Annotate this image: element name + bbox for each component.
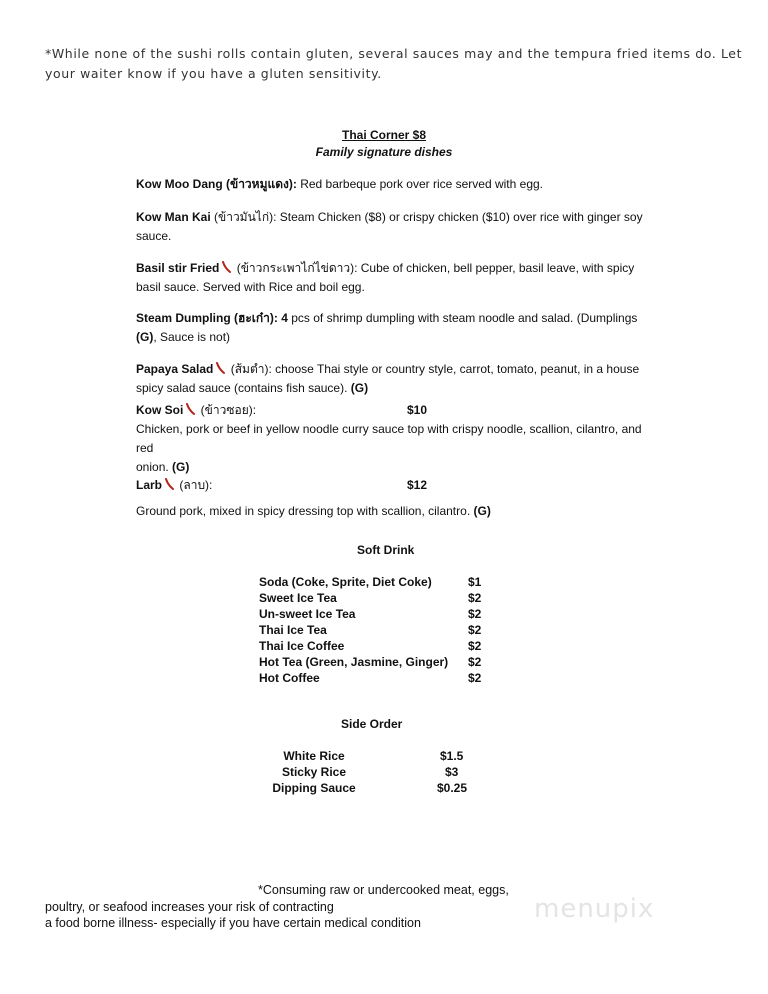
item-description: pcs of shrimp dumpling with steam noodle and salad. (Dumplings [291,311,638,325]
item-count: 4 [277,311,292,325]
item-description-cont: , Sauce is not) [153,330,231,344]
item-name: Papaya Salad [136,362,214,376]
menupix-watermark: menupix [534,894,655,924]
list-item [259,654,519,670]
side-price: $3 [445,765,459,779]
food-warning-line3: a food borne illness- especially if you have certain medical condition [45,916,421,930]
item-name: Kow Soi [136,403,184,417]
menu-item-basil-stir-fried [136,259,656,297]
thai-corner-subtitle: Family signature dishes [315,145,453,159]
side-price: $1.5 [440,749,464,763]
side-order-list [270,748,480,796]
drink-name: Soda (Coke, Sprite, Diet Coke) [259,575,432,589]
drink-name: Hot Coffee [259,671,320,685]
chili-spicy-icon [165,478,174,490]
menu-item-kow-man-kai [136,208,656,246]
item-description: Ground pork, mixed in spicy dressing top with scallion, cilantro. [136,504,474,518]
item-thai-name: (ข้าวกระเพาไก่ไข่ดาว): [233,261,361,275]
gluten-note [45,44,742,84]
item-price: $12 [407,478,428,492]
drink-name: Un-sweet Ice Tea [259,607,356,621]
soft-drink-list [259,574,519,686]
item-thai-name: (ข้าวมันไก่): [210,210,280,224]
item-name: Kow Moo Dang [136,177,223,191]
list-item [259,574,519,590]
item-thai-name: (ข้าวซอย): [197,403,257,417]
list-item [259,670,519,686]
menu-item-larb-description [136,502,656,521]
side-name: White Rice [283,749,345,763]
chili-spicy-icon [186,403,195,415]
item-name: Larb [136,478,163,492]
drink-price: $2 [468,591,482,605]
menu-item-papaya-salad [136,360,656,398]
list-item [259,638,519,654]
item-description-cont: sauce. [136,229,172,243]
item-name: Basil stir Fried [136,261,220,275]
drink-price: $2 [468,607,482,621]
side-name: Dipping Sauce [272,781,356,795]
gluten-tag: (G) [473,504,491,518]
item-thai-name: (ข้าวหมูแดง): [222,177,301,191]
side-name: Sticky Rice [281,765,347,779]
chili-spicy-icon [216,362,225,374]
item-description: Steam Chicken ($8) or crispy chicken ($10) over rice with ginger soy [279,210,643,224]
soft-drink-heading: Soft Drink [357,543,415,557]
side-price: $0.25 [437,781,468,795]
drink-name: Sweet Ice Tea [259,591,337,605]
side-order-heading: Side Order [341,717,403,731]
item-price: $10 [407,403,428,417]
list-item [259,606,519,622]
drink-name: Thai Ice Tea [259,623,327,637]
drink-price: $2 [468,623,482,637]
item-name: Kow Man Kai [136,210,211,224]
list-item [270,748,480,764]
item-description-cont: onion. [136,460,173,474]
gluten-tag: (G) [350,381,369,395]
list-item [259,590,519,606]
item-thai-name: (ส้มตำ): [227,362,276,376]
chili-spicy-icon [222,261,231,273]
drink-name: Hot Tea (Green, Jasmine, Ginger) [259,655,449,669]
gluten-tag: (G) [172,460,190,474]
item-description-cont: spicy salad sauce (contains fish sauce). [136,381,351,395]
food-warning-line2: poultry, or seafood increases your risk of contracting [45,900,334,914]
item-description: Red barbeque pork over rice served with egg. [300,177,544,191]
item-description: Cube of chicken, bell pepper, basil leave, with spicy [360,261,635,275]
menu-item-kow-soi [136,401,656,477]
item-description: choose Thai style or country style, carrot, tomato, peanut, in a house [275,362,640,376]
menu-item-kow-moo-dang [136,175,656,194]
food-warning-line1: *Consuming raw or undercooked meat, eggs, [258,883,509,897]
item-description: Chicken, pork or beef in yellow noodle curry sauce top with crispy noodle, scallion, cilantro, and red [136,422,642,455]
list-item [270,780,480,796]
drink-price: $2 [468,639,482,653]
menu-item-larb [136,476,656,495]
item-thai-name: (ฮะเก๋า): [230,311,278,325]
menu-item-steam-dumpling [136,309,656,347]
drink-price: $1 [468,575,482,589]
gluten-note-line1: *While none of the sushi rolls contain gluten, several sauces may and the tempura fried items do. Let [45,46,743,61]
item-name: Steam Dumpling [136,311,231,325]
list-item [270,764,480,780]
drink-name: Thai Ice Coffee [259,639,345,653]
item-description-cont: basil sauce. Served with Rice and boil egg. [136,280,365,294]
list-item [259,622,519,638]
thai-corner-title: Thai Corner $8 [341,128,427,142]
drink-price: $2 [468,655,482,669]
drink-price: $2 [468,671,482,685]
gluten-note-line2: your waiter know if you have a gluten sensitivity. [45,66,382,81]
item-thai-name: (ลาบ): [176,478,213,492]
gluten-tag: (G) [136,330,154,344]
